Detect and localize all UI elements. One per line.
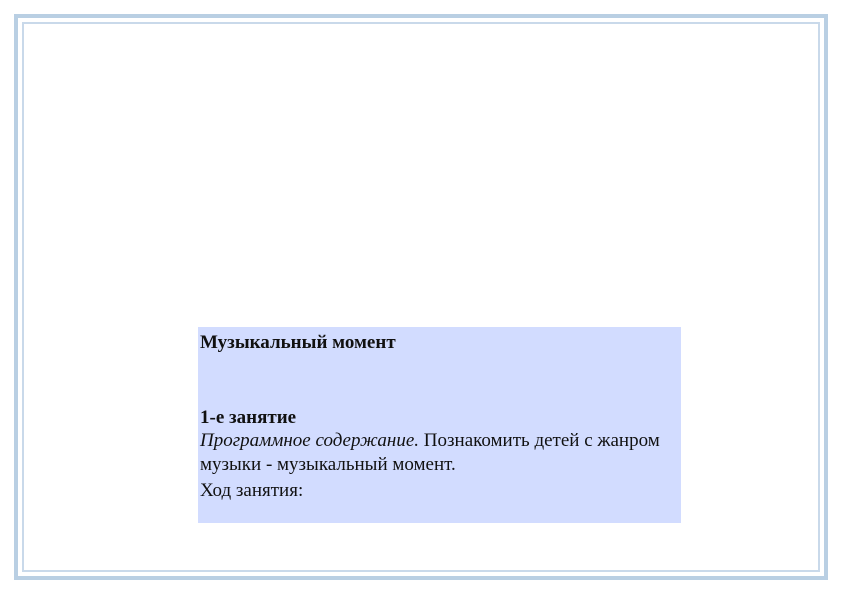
- program-content-paragraph: [200, 429, 681, 477]
- text-block: [198, 327, 681, 523]
- lesson-course-label: Ход занятия:: [200, 480, 304, 501]
- section-heading: Музыкальный момент: [200, 332, 396, 353]
- lesson-title: 1-е занятие: [200, 407, 297, 428]
- program-content-text: Познакомить детей с жанром музыки - музыкальный момент.: [200, 430, 660, 475]
- blank-space: [200, 355, 681, 407]
- program-content-label: Программное содержание.: [200, 430, 420, 451]
